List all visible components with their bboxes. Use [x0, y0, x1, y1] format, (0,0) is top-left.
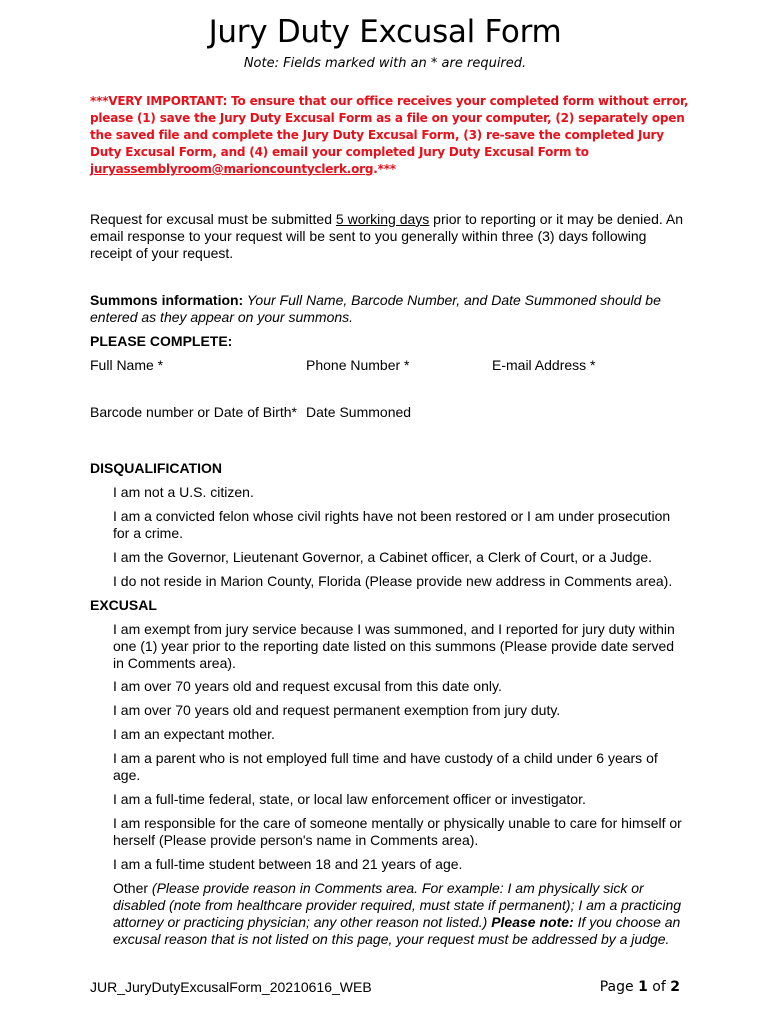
please-complete-heading: PLEASE COMPLETE: — [90, 333, 233, 349]
summons-text: Your Full Name, Barcode Number, and Date Summoned should be entered as they appear on your summons. — [90, 292, 661, 325]
excusal-option-other[interactable] — [113, 880, 683, 948]
page-total: 2 — [670, 979, 680, 995]
please-note-label: Please note: — [491, 914, 574, 930]
summons-info — [90, 292, 680, 326]
request-text: Request for excusal must be submitted — [90, 211, 336, 227]
excusal-option[interactable]: I am over 70 years old and request permanent exemption from jury duty. — [113, 702, 561, 718]
other-paren: (Please provide reason in Comments area. For example: I am physically sick or disabled (note from healthcare provider required, must state if permanent); I am a practicing attorney or practicing physician; any other reason not listed.) — [113, 880, 682, 930]
excusal-option[interactable]: I am a full-time student between 18 and 21 years of age. — [113, 856, 463, 872]
disqualification-option[interactable]: I do not reside in Marion County, Florida (Please provide new address in Comments area). — [113, 573, 673, 589]
request-paragraph — [90, 211, 690, 262]
document-id: JUR_JuryDutyExcusalForm_20210616_WEB — [90, 979, 372, 995]
excusal-option[interactable]: I am a full-time federal, state, or local law enforcement officer or investigator. — [113, 791, 586, 807]
disqualification-option[interactable]: I am the Governor, Lieutenant Governor, a Cabinet officer, a Clerk of Court, or a Judge. — [113, 549, 653, 565]
excusal-option[interactable]: I am over 70 years old and request excusal from this date only. — [113, 678, 502, 694]
of-word: of — [652, 979, 666, 995]
disqualification-option[interactable]: I am a convicted felon whose civil rights have not been restored or I am under prosecution for a crime. — [113, 508, 671, 541]
important-notice — [90, 93, 690, 178]
phone-field[interactable]: Phone Number * — [306, 357, 410, 373]
excusal-option[interactable]: I am an expectant mother. — [113, 726, 275, 742]
page-title: Jury Duty Excusal Form — [208, 14, 562, 50]
working-days: 5 working days — [335, 211, 430, 227]
disqualification-option[interactable]: I am not a U.S. citizen. — [113, 484, 254, 500]
full-name-field[interactable]: Full Name * — [90, 357, 164, 373]
excusal-option[interactable]: I am responsible for the care of someone mentally or physically unable to care for himself or herself (Please provide person's name in Comments area). — [113, 815, 682, 848]
other-label: Other — [113, 880, 149, 896]
disqualification-heading: DISQUALIFICATION — [90, 460, 222, 476]
other-tail: If you choose an excusal reason that is not listed on this page, your request must be addressed by a judge. — [113, 914, 681, 947]
request-text-end: prior to reporting or it may be denied. An email response to your request will be sent to you generally within three (3) days following receipt of your request. — [90, 211, 683, 261]
email-field[interactable]: E-mail Address * — [492, 357, 596, 373]
excusal-heading: EXCUSAL — [90, 597, 157, 613]
excusal-option[interactable]: I am exempt from jury service because I was summoned, and I reported for jury duty within one (1) year prior to the reporting date listed on this summons (Please provide date served in Comments area). — [113, 621, 675, 671]
date-summoned-field[interactable]: Date Summoned — [306, 404, 412, 420]
page-number — [600, 979, 680, 995]
page-word: Page — [599, 979, 634, 995]
page-current: 1 — [638, 979, 648, 995]
important-trail: .*** — [373, 162, 396, 176]
email-link[interactable]: juryassemblyroom@marioncountyclerk.org — [90, 162, 374, 176]
summons-label: Summons information: — [90, 292, 244, 308]
required-note: Note: Fields marked with an * are required. — [243, 56, 527, 71]
important-text: ***VERY IMPORTANT: To ensure that our office receives your completed form without error, please (1) save the Jury Duty Excusal Form as a file on your computer, (2) separately open the saved file and complete the Jury Duty Excusal Form, (3) re-save the completed Jury Duty Excusal Form, and (4) email your completed Jury Duty Excusal Form to — [90, 94, 689, 159]
excusal-option[interactable]: I am a parent who is not employed full time and have custody of a child under 6 years of age. — [113, 750, 658, 783]
barcode-field[interactable]: Barcode number or Date of Birth* — [90, 404, 297, 420]
